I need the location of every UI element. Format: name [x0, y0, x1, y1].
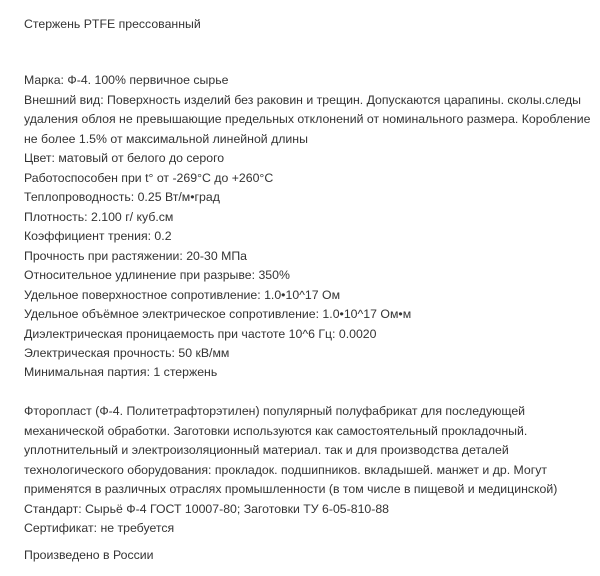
spec-line: Электрическая прочность: 50 кВ/мм	[24, 346, 230, 360]
min-batch: Минимальная партия: 1 стержень	[24, 365, 218, 379]
description-line: уплотнительный и электроизоляционный материал. так и для производства деталей	[24, 443, 509, 457]
spec-line: Удельное объёмное электрическое сопротивление: 1.0•10^17 Ом•м	[24, 307, 412, 321]
spec-line: Цвет: матовый от белого до серого	[24, 151, 225, 165]
description-line: Фторопласт (Ф-4. Политетрафторэтилен) популярный полуфабрикат для последующей	[24, 404, 526, 418]
description-line: применятся в различных отраслях промышленности (в том числе в пищевой и медицинской)	[24, 482, 558, 496]
description-line: механической обработки. Заготовки используются как самостоятельный прокладочный.	[24, 423, 528, 438]
spec-line: Марка: Ф-4. 100% первичное сырье	[24, 73, 229, 87]
spec-line: Плотность: 2.100 г/ куб.см	[24, 209, 174, 224]
spec-line: Прочность при растяжении: 20-30 МПа	[24, 248, 248, 263]
spec-line: Внешний вид: Поверхность изделий без раковин и трещин. Допускаются царапины. сколы.следы	[24, 92, 581, 107]
spec-line: не более 1.5% от максимальной линейной длины	[24, 131, 308, 146]
spec-line: Диэлектрическая проницаемость при частоте 10^6 Гц: 0.0020	[24, 326, 377, 341]
spec-line: Коэффициент трения: 0.2	[24, 229, 172, 243]
standard-line: Стандарт: Сырьё Ф-4 ГОСТ 10007-80; Заготовки ТУ 6-05-810-88	[24, 501, 390, 516]
origin-line: Произведено в России	[24, 548, 154, 562]
certificate-line: Сертификат: не требуется	[24, 521, 175, 535]
spec-line: Теплопроводность: 0.25 Вт/м•град	[24, 190, 220, 204]
spec-line: удаления облоя не превышающие предельных отклонений от номинального размера. Коробление	[24, 112, 591, 126]
product-title: Стержень PTFE прессованный	[24, 17, 201, 31]
description-line: технологического оборудования: прокладок. подшипников. вкладышей. манжет и др. Могут	[24, 462, 548, 477]
spec-line: Работоспособен при t° от -269°С до +260°С	[24, 170, 274, 185]
spec-line: Относительное удлинение при разрыве: 350%	[24, 268, 290, 282]
spec-line: Удельное поверхностное сопротивление: 1.0•10^17 Ом	[24, 287, 341, 302]
